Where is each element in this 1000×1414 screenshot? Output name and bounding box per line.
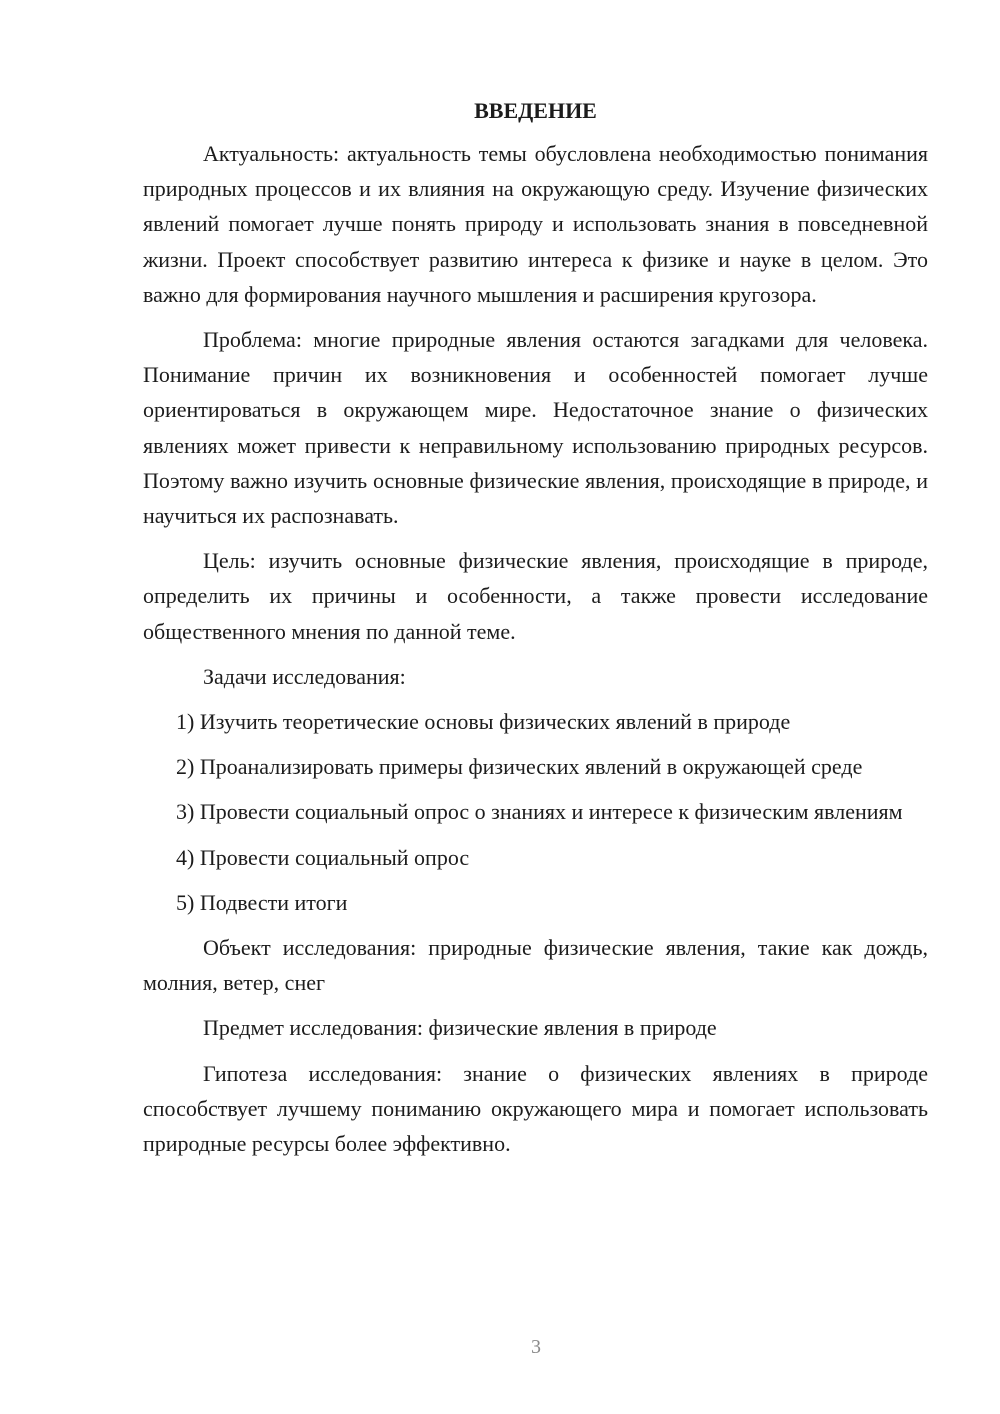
paragraph-problem: Проблема: многие природные явления остаются загадками для человека. Понимание причин их возникновения и особенностей помогает лучше ориентироваться в окружающем мире. Недостаточное знание о физических явлениях может привести к неправильному использованию природных ресурсов. Поэтому важно изучить основные физические явления, происходящие в природе, и научиться их распознавать. xyxy=(143,327,928,529)
paragraph-relevance: Актуальность: актуальность темы обусловлена необходимостью понимания природных процессов и их влияния на окружающую среду. Изучение физических явлений помогает лучше понять природу и использовать знания в повседневной жизни. Проект способствует развитию интереса к физике и науке в целом. Это важно для формирования научного мышления и расширения кругозора. xyxy=(143,141,928,307)
tasks-heading: Задачи исследования: xyxy=(203,663,406,689)
paragraph-subject: Предмет исследования: физические явления в природе xyxy=(203,1015,717,1041)
task-item-3: 3) Провести социальный опрос о знаниях и интересе к физическим явлениям xyxy=(176,799,903,825)
task-item-1: 1) Изучить теоретические основы физических явлений в природе xyxy=(176,709,791,735)
page-number: 3 xyxy=(531,1336,541,1358)
task-item-4: 4) Провести социальный опрос xyxy=(176,844,470,870)
document-body xyxy=(143,93,928,1171)
page-title: ВВЕДЕНИЕ xyxy=(474,98,597,123)
task-item-2: 2) Проанализировать примеры физических явлений в окружающей среде xyxy=(176,754,863,780)
paragraph-goal: Цель: изучить основные физические явления, происходящие в природе, определить их причины и особенности, а также провести исследование общественного мнения по данной теме. xyxy=(143,548,928,644)
paragraph-hypothesis: Гипотеза исследования: знание о физических явлениях в природе способствует лучшему пониманию окружающего мира и помогает использовать природные ресурсы более эффективно. xyxy=(143,1060,928,1157)
task-item-5: 5) Подвести итоги xyxy=(176,889,348,915)
paragraph-object: Объект исследования: природные физические явления, такие как дождь, молния, ветер, снег xyxy=(143,935,928,996)
